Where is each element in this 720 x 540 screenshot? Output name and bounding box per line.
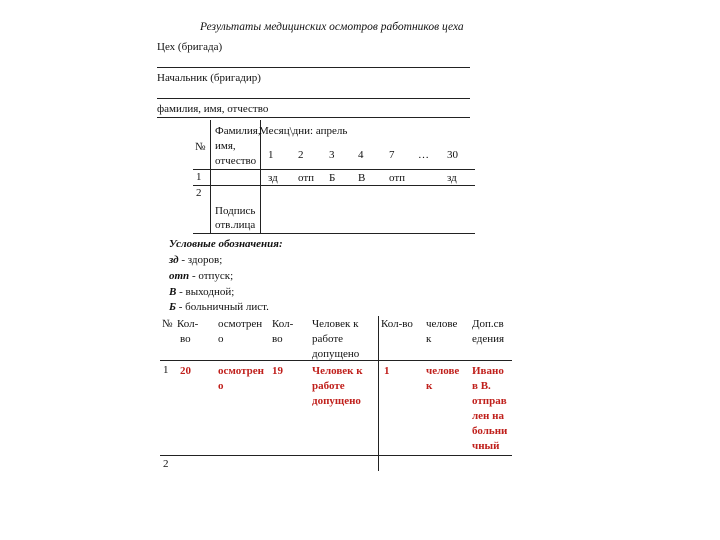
- schedule-cell: отп: [389, 172, 406, 184]
- legend-text: - больничный лист.: [176, 301, 269, 313]
- schedule-cell: зд: [447, 172, 457, 184]
- fio-field-line: [157, 117, 470, 118]
- summary-cell-info: больни: [472, 425, 508, 437]
- summary-header-count: во: [180, 333, 191, 345]
- schedule-cell: В: [358, 172, 366, 184]
- legend-title: Условные обозначения:: [169, 238, 283, 250]
- legend-code: отп: [169, 270, 190, 282]
- legend-item: [169, 301, 269, 314]
- summary-cell-info: чный: [472, 440, 500, 452]
- chief-field-line: [157, 98, 470, 99]
- summary-cell-info: в В.: [472, 380, 491, 392]
- legend-item: [169, 286, 234, 299]
- schedule-header-name: отчество: [215, 155, 257, 167]
- legend-code: зд: [169, 254, 179, 266]
- summary-cell-examined: осмотрен: [218, 365, 264, 377]
- summary-cell-admitted: допущено: [312, 395, 361, 407]
- schedule-cell: отп: [298, 172, 315, 184]
- summary-header-count: Кол-: [177, 318, 199, 330]
- summary-header-people: к: [426, 333, 432, 345]
- summary-header-info: едения: [472, 333, 505, 345]
- schedule-day-header: 7: [389, 149, 395, 161]
- schedule-cell: Б: [329, 172, 336, 184]
- schedule-row-divider: [193, 185, 475, 186]
- summary-cell-admitted: работе: [312, 380, 345, 392]
- schedule-day-header: 30: [447, 149, 458, 161]
- summary-col-divider: [378, 316, 379, 471]
- schedule-row-num: 2: [196, 187, 202, 199]
- summary-header-examined: о: [218, 333, 224, 345]
- summary-row-num: 1: [163, 364, 169, 376]
- summary-cell-people: челове: [426, 365, 460, 377]
- summary-header-admitted: допущено: [312, 348, 360, 360]
- summary-cell-info: отправ: [472, 395, 507, 407]
- schedule-header-name: Фамилия,: [215, 125, 261, 137]
- schedule-row-num: 1: [196, 171, 202, 183]
- summary-row-num: 2: [163, 458, 169, 470]
- summary-header-admitted: Человек к: [312, 318, 359, 330]
- schedule-signature-label: Подпись: [215, 205, 256, 217]
- summary-cell-count: 1: [384, 365, 390, 377]
- summary-header-count: Кол-во: [381, 318, 413, 330]
- fio-field-label: фамилия, имя, отчество: [157, 103, 269, 115]
- legend-text: - здоров;: [178, 254, 223, 266]
- schedule-day-header: 3: [329, 149, 335, 161]
- summary-cell-count: 19: [272, 365, 283, 377]
- summary-header-count: Кол-: [272, 318, 294, 330]
- schedule-header-num: №: [195, 141, 206, 153]
- summary-header-count: во: [272, 333, 283, 345]
- schedule-header-month: Месяц\дни: апрель: [259, 125, 348, 137]
- document-title: Результаты медицинских осмотров работников цеха: [200, 21, 464, 33]
- summary-header-num: №: [162, 318, 173, 330]
- legend-item: [169, 254, 222, 267]
- schedule-day-header: 1: [268, 149, 274, 161]
- schedule-header-name: имя,: [215, 140, 236, 152]
- schedule-col-divider: [210, 120, 211, 233]
- summary-cell-info: лен на: [472, 410, 504, 422]
- summary-cell-people: к: [426, 380, 433, 392]
- summary-cell-info: Ивано: [472, 365, 504, 377]
- schedule-row-divider: [193, 169, 475, 170]
- legend-text: - отпуск;: [189, 270, 234, 282]
- legend-code: Б: [169, 301, 176, 313]
- schedule-day-header: …: [418, 149, 429, 161]
- legend-code: В: [169, 286, 177, 298]
- summary-header-examined: осмотрен: [218, 318, 263, 330]
- summary-header-info: Доп.св: [472, 318, 504, 330]
- schedule-cell: зд: [268, 172, 278, 184]
- shop-field-label: Цех (бригада): [157, 41, 223, 53]
- summary-header-people: челове: [426, 318, 458, 330]
- chief-field-label: Начальник (бригадир): [157, 72, 261, 84]
- summary-cell-admitted: Человек к: [312, 365, 363, 377]
- schedule-bottom-line: [193, 233, 475, 234]
- schedule-day-header: 2: [298, 149, 304, 161]
- summary-cell-examined: о: [218, 380, 224, 392]
- summary-row-divider: [160, 455, 512, 456]
- legend-text: - выходной;: [176, 286, 235, 298]
- shop-field-line: [157, 67, 470, 68]
- summary-cell-count: 20: [180, 365, 191, 377]
- schedule-signature-label: отв.лица: [215, 219, 256, 231]
- schedule-day-header: 4: [358, 149, 364, 161]
- summary-header-admitted: работе: [312, 333, 344, 345]
- legend-item: [169, 270, 233, 283]
